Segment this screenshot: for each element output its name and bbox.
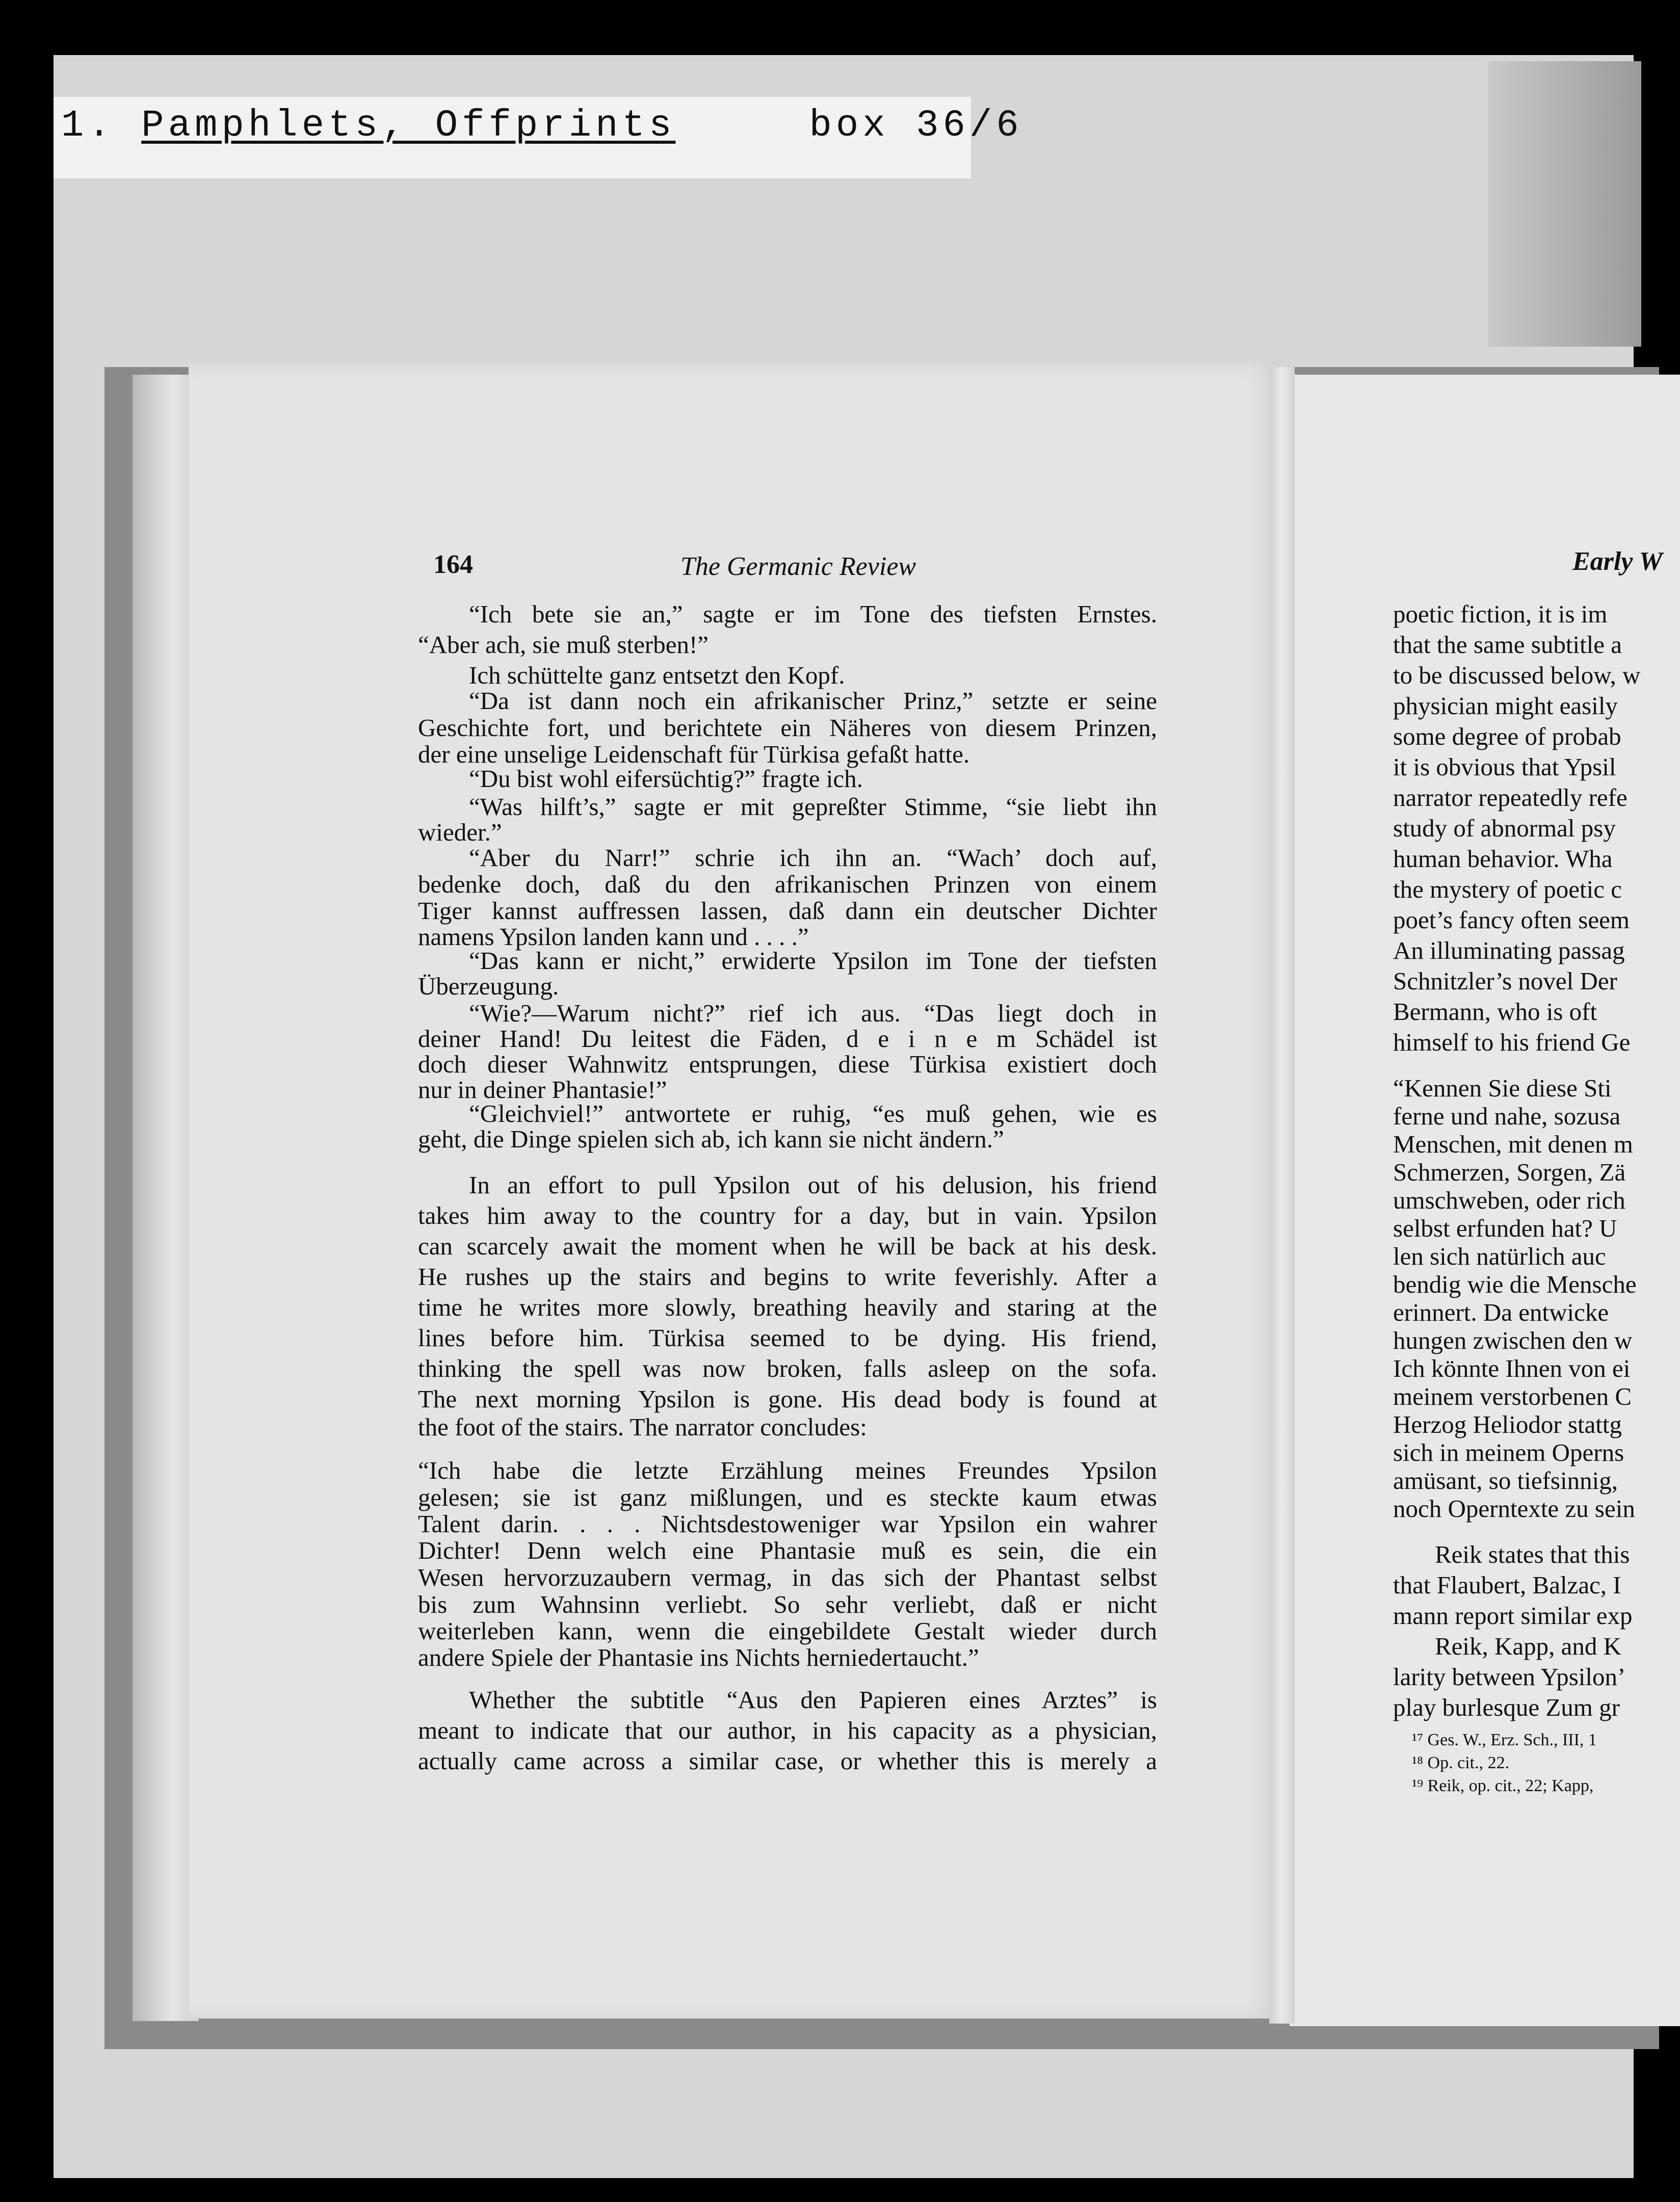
text-line: deiner Hand! Du leitest die Fäden, d e i n e m Schädel ist bbox=[418, 1025, 1157, 1053]
right-text-line: amüsant, so tiefsinnig, bbox=[1393, 1466, 1618, 1495]
text-line: “Aber du Narr!” schrie ich ihn an. “Wach’ doch auf, bbox=[469, 844, 1157, 872]
right-text-line: “Kennen Sie diese Sti bbox=[1393, 1074, 1612, 1102]
right-text-line: poetic fiction, it is im bbox=[1393, 600, 1608, 628]
right-text-line: mann report similar exp bbox=[1393, 1602, 1633, 1630]
text-line: geht, die Dinge spielen sich ab, ich kann sie nicht ändern.” bbox=[418, 1125, 1004, 1153]
text-line: wieder.” bbox=[418, 818, 502, 846]
right-text-line: erinnert. Da entwicke bbox=[1393, 1298, 1609, 1326]
text-line: weiterleben kann, wenn die eingebildete Gestalt wieder durch bbox=[418, 1617, 1157, 1645]
right-text-line: physician might easily bbox=[1393, 692, 1618, 720]
footnote: ¹⁸ Op. cit., 22. bbox=[1412, 1753, 1510, 1772]
sheet-shadow bbox=[1488, 61, 1641, 347]
label-box: box 36/6 bbox=[809, 104, 1023, 147]
book-gutter bbox=[1269, 367, 1295, 2024]
text-line: nur in deiner Phantasie!” bbox=[418, 1076, 667, 1104]
label-number: 1. bbox=[61, 104, 115, 147]
right-text-line: len sich natürlich auc bbox=[1393, 1242, 1606, 1270]
text-line: andere Spiele der Phantasie ins Nichts herniedertaucht.” bbox=[418, 1643, 979, 1671]
right-text-line: noch Operntexte zu sein bbox=[1393, 1495, 1635, 1523]
right-text-line: larity between Ypsilon’ bbox=[1393, 1663, 1626, 1691]
right-text-line: that Flaubert, Balzac, I bbox=[1393, 1571, 1621, 1599]
label-category: Pamphlets, Offprints bbox=[141, 104, 676, 147]
right-text-line: study of abnormal psy bbox=[1393, 814, 1616, 842]
right-text-line: meinem verstorbenen C bbox=[1393, 1382, 1632, 1410]
text-line: lines before him. Türkisa seemed to be dying. His friend, bbox=[418, 1324, 1157, 1352]
text-line: Whether the subtitle “Aus den Papieren eines Arztes” is bbox=[469, 1686, 1157, 1714]
text-line: “Gleichviel!” antwortete er ruhig, “es muß gehen, wie es bbox=[469, 1099, 1157, 1128]
text-line: Wesen hervorzuzaubern vermag, in das sich der Phantast selbst bbox=[418, 1563, 1157, 1591]
right-text-line: that the same subtitle a bbox=[1393, 631, 1622, 659]
text-line: “Wie?—Warum nicht?” rief ich aus. “Das liegt doch in bbox=[469, 999, 1157, 1027]
archive-label bbox=[61, 104, 1023, 147]
right-text-line: human behavior. Wha bbox=[1393, 845, 1613, 873]
right-text-line: himself to his friend Ge bbox=[1393, 1028, 1631, 1056]
right-text-line: the mystery of poetic c bbox=[1393, 875, 1622, 903]
text-line: Dichter! Denn welch eine Phantasie muß es sein, die ein bbox=[418, 1536, 1157, 1564]
text-line: the foot of the stairs. The narrator concludes: bbox=[418, 1413, 867, 1441]
right-text-line: bendig wie die Mensche bbox=[1393, 1270, 1637, 1298]
text-line: gelesen; sie ist ganz mißlungen, und es steckte kaum etwas bbox=[418, 1483, 1157, 1511]
text-line: Tiger kannst auffressen lassen, daß dann ein deutscher Dichter bbox=[418, 897, 1157, 925]
text-line: “Ich bete sie an,” sagte er im Tone des tiefsten Ernstes. bbox=[469, 600, 1157, 628]
text-line: namens Ypsilon landen kann und . . . .” bbox=[418, 923, 809, 951]
text-line: can scarcely await the moment when he will be back at his desk. bbox=[418, 1232, 1157, 1260]
text-line: meant to indicate that our author, in his capacity as a physician, bbox=[418, 1716, 1157, 1744]
right-text-line: Reik, Kapp, and K bbox=[1435, 1632, 1622, 1660]
journal-title: The Germanic Review bbox=[680, 552, 916, 581]
text-line: doch dieser Wahnwitz entsprungen, diese Türkisa existiert doch bbox=[418, 1050, 1157, 1078]
text-line: “Aber ach, sie muß sterben!” bbox=[418, 631, 709, 659]
text-line: “Da ist dann noch ein afrikanischer Prinz,” setzte er seine bbox=[469, 687, 1157, 715]
text-line: time he writes more slowly, breathing heavily and staring at the bbox=[418, 1293, 1157, 1321]
text-line: actually came across a similar case, or whether this is merely a bbox=[418, 1747, 1157, 1775]
right-text-line: poet’s fancy often seem bbox=[1393, 906, 1630, 934]
right-text-line: hungen zwischen den w bbox=[1393, 1326, 1633, 1354]
text-line: bis zum Wahnsinn verliebt. So sehr verliebt, daß er nicht bbox=[418, 1590, 1157, 1618]
right-text-line: Schnitzler’s novel Der bbox=[1393, 967, 1617, 995]
text-line: bedenke doch, daß du den afrikanischen Prinzen von einem bbox=[418, 870, 1157, 898]
right-running-head: Early W bbox=[1572, 547, 1663, 576]
right-text-line: Reik states that this bbox=[1435, 1540, 1630, 1568]
right-text-line: Herzog Heliodor stattg bbox=[1393, 1410, 1622, 1438]
text-line: Überzeugung. bbox=[418, 972, 559, 1000]
right-text-line: Bermann, who is oft bbox=[1393, 998, 1597, 1026]
page-number: 164 bbox=[433, 550, 473, 579]
right-text-line: Menschen, mit denen m bbox=[1393, 1130, 1633, 1158]
text-line: Talent darin. . . . Nichtsdestoweniger war Ypsilon ein wahrer bbox=[418, 1510, 1157, 1538]
right-text-line: Ich könnte Ihnen von ei bbox=[1393, 1354, 1631, 1382]
text-line: He rushes up the stairs and begins to write feverishly. After a bbox=[418, 1263, 1157, 1291]
text-line: der eine unselige Leidenschaft für Türkisa gefaßt hatte. bbox=[418, 740, 970, 768]
text-line: The next morning Ypsilon is gone. His dead body is found at bbox=[418, 1385, 1157, 1413]
right-text-line: it is obvious that Ypsil bbox=[1393, 753, 1616, 781]
text-line: “Was hilft’s,” sagte er mit gepreßter Stimme, “sie liebt ihn bbox=[469, 793, 1157, 821]
footnote: ¹⁹ Reik, op. cit., 22; Kapp, bbox=[1412, 1776, 1594, 1795]
right-text-line: An illuminating passag bbox=[1393, 936, 1625, 964]
right-text-line: ferne und nahe, sozusa bbox=[1393, 1102, 1621, 1130]
text-line: In an effort to pull Ypsilon out of his delusion, his friend bbox=[469, 1171, 1157, 1199]
footnote: ¹⁷ Ges. W., Erz. Sch., III, 1 bbox=[1412, 1731, 1597, 1749]
text-line: Ich schüttelte ganz entsetzt den Kopf. bbox=[469, 661, 845, 689]
text-line: “Du bist wohl eifersüchtig?” fragte ich. bbox=[469, 765, 863, 793]
text-line: takes him away to the country for a day, but in vain. Ypsilon bbox=[418, 1201, 1157, 1229]
text-line: “Ich habe die letzte Erzählung meines Freundes Ypsilon bbox=[418, 1456, 1157, 1484]
right-text-line: selbst erfunden hat? U bbox=[1393, 1214, 1617, 1242]
right-text-line: to be discussed below, w bbox=[1393, 661, 1641, 689]
right-text-line: Schmerzen, Sorgen, Zä bbox=[1393, 1158, 1626, 1186]
right-text-line: play burlesque Zum gr bbox=[1393, 1693, 1620, 1721]
right-text-line: narrator repeatedly refe bbox=[1393, 783, 1628, 811]
text-line: “Das kann er nicht,” erwiderte Ypsilon im Tone der tiefsten bbox=[469, 947, 1157, 975]
right-text-line: umschweben, oder rich bbox=[1393, 1186, 1625, 1214]
right-text-line: sich in meinem Operns bbox=[1393, 1438, 1624, 1466]
text-line: thinking the spell was now broken, falls asleep on the sofa. bbox=[418, 1354, 1157, 1382]
text-line: Geschichte fort, und berichtete ein Näheres von diesem Prinzen, bbox=[418, 714, 1157, 742]
right-text-line: some degree of probab bbox=[1393, 722, 1621, 750]
